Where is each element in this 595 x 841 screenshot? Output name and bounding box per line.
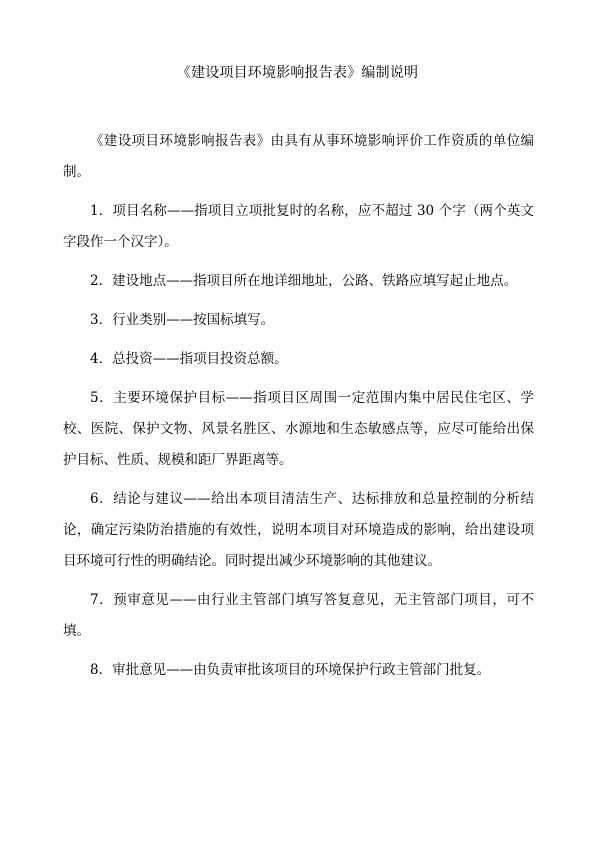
document-body: [63, 126, 534, 686]
document-title: 《建设项目环境影响报告表》编制说明: [176, 65, 419, 81]
item-project-name: 1．项目名称——指项目立项批复时的名称，应不超过 30 个字（两个英文字段作一个汉字）。: [63, 203, 534, 250]
item-total-investment: 4．总投资——指项目投资总额。: [90, 351, 288, 367]
item-industry-category: 3．行业类别——按国标填写。: [90, 312, 275, 328]
item-approval-opinion: 8．审批意见——由负责审批该项目的环境保护行政主管部门批复。: [90, 662, 491, 678]
intro-paragraph: 《建设项目环境影响报告表》由具有从事环境影响评价工作资质的单位编制。: [63, 133, 534, 180]
item-pre-review-opinion: 7．预审意见——由行业主管部门填写答复意见，无主管部门项目，可不填。: [63, 592, 534, 639]
item-construction-site: 2．建设地点——指项目所在地详细地址，公路、铁路应填写起止地点。: [90, 273, 518, 289]
item-protection-targets: 5．主要环境保护目标——指项目区周围一定范围内集中居民住宅区、学校、医院、保护文物、风景名胜区、水源地和生态敏感点等，应尽可能给出保护目标、性质、规模和距厂界距离等。: [63, 390, 534, 468]
item-conclusion-suggestion: 6．结论与建议——给出本项目清洁生产、达标排放和总量控制的分析结论，确定污染防治措施的有效性，说明本项目对环境造成的影响，给出建设项目环境可行性的明确结论。同时提出减少环境影响的其他建议。: [63, 491, 534, 569]
